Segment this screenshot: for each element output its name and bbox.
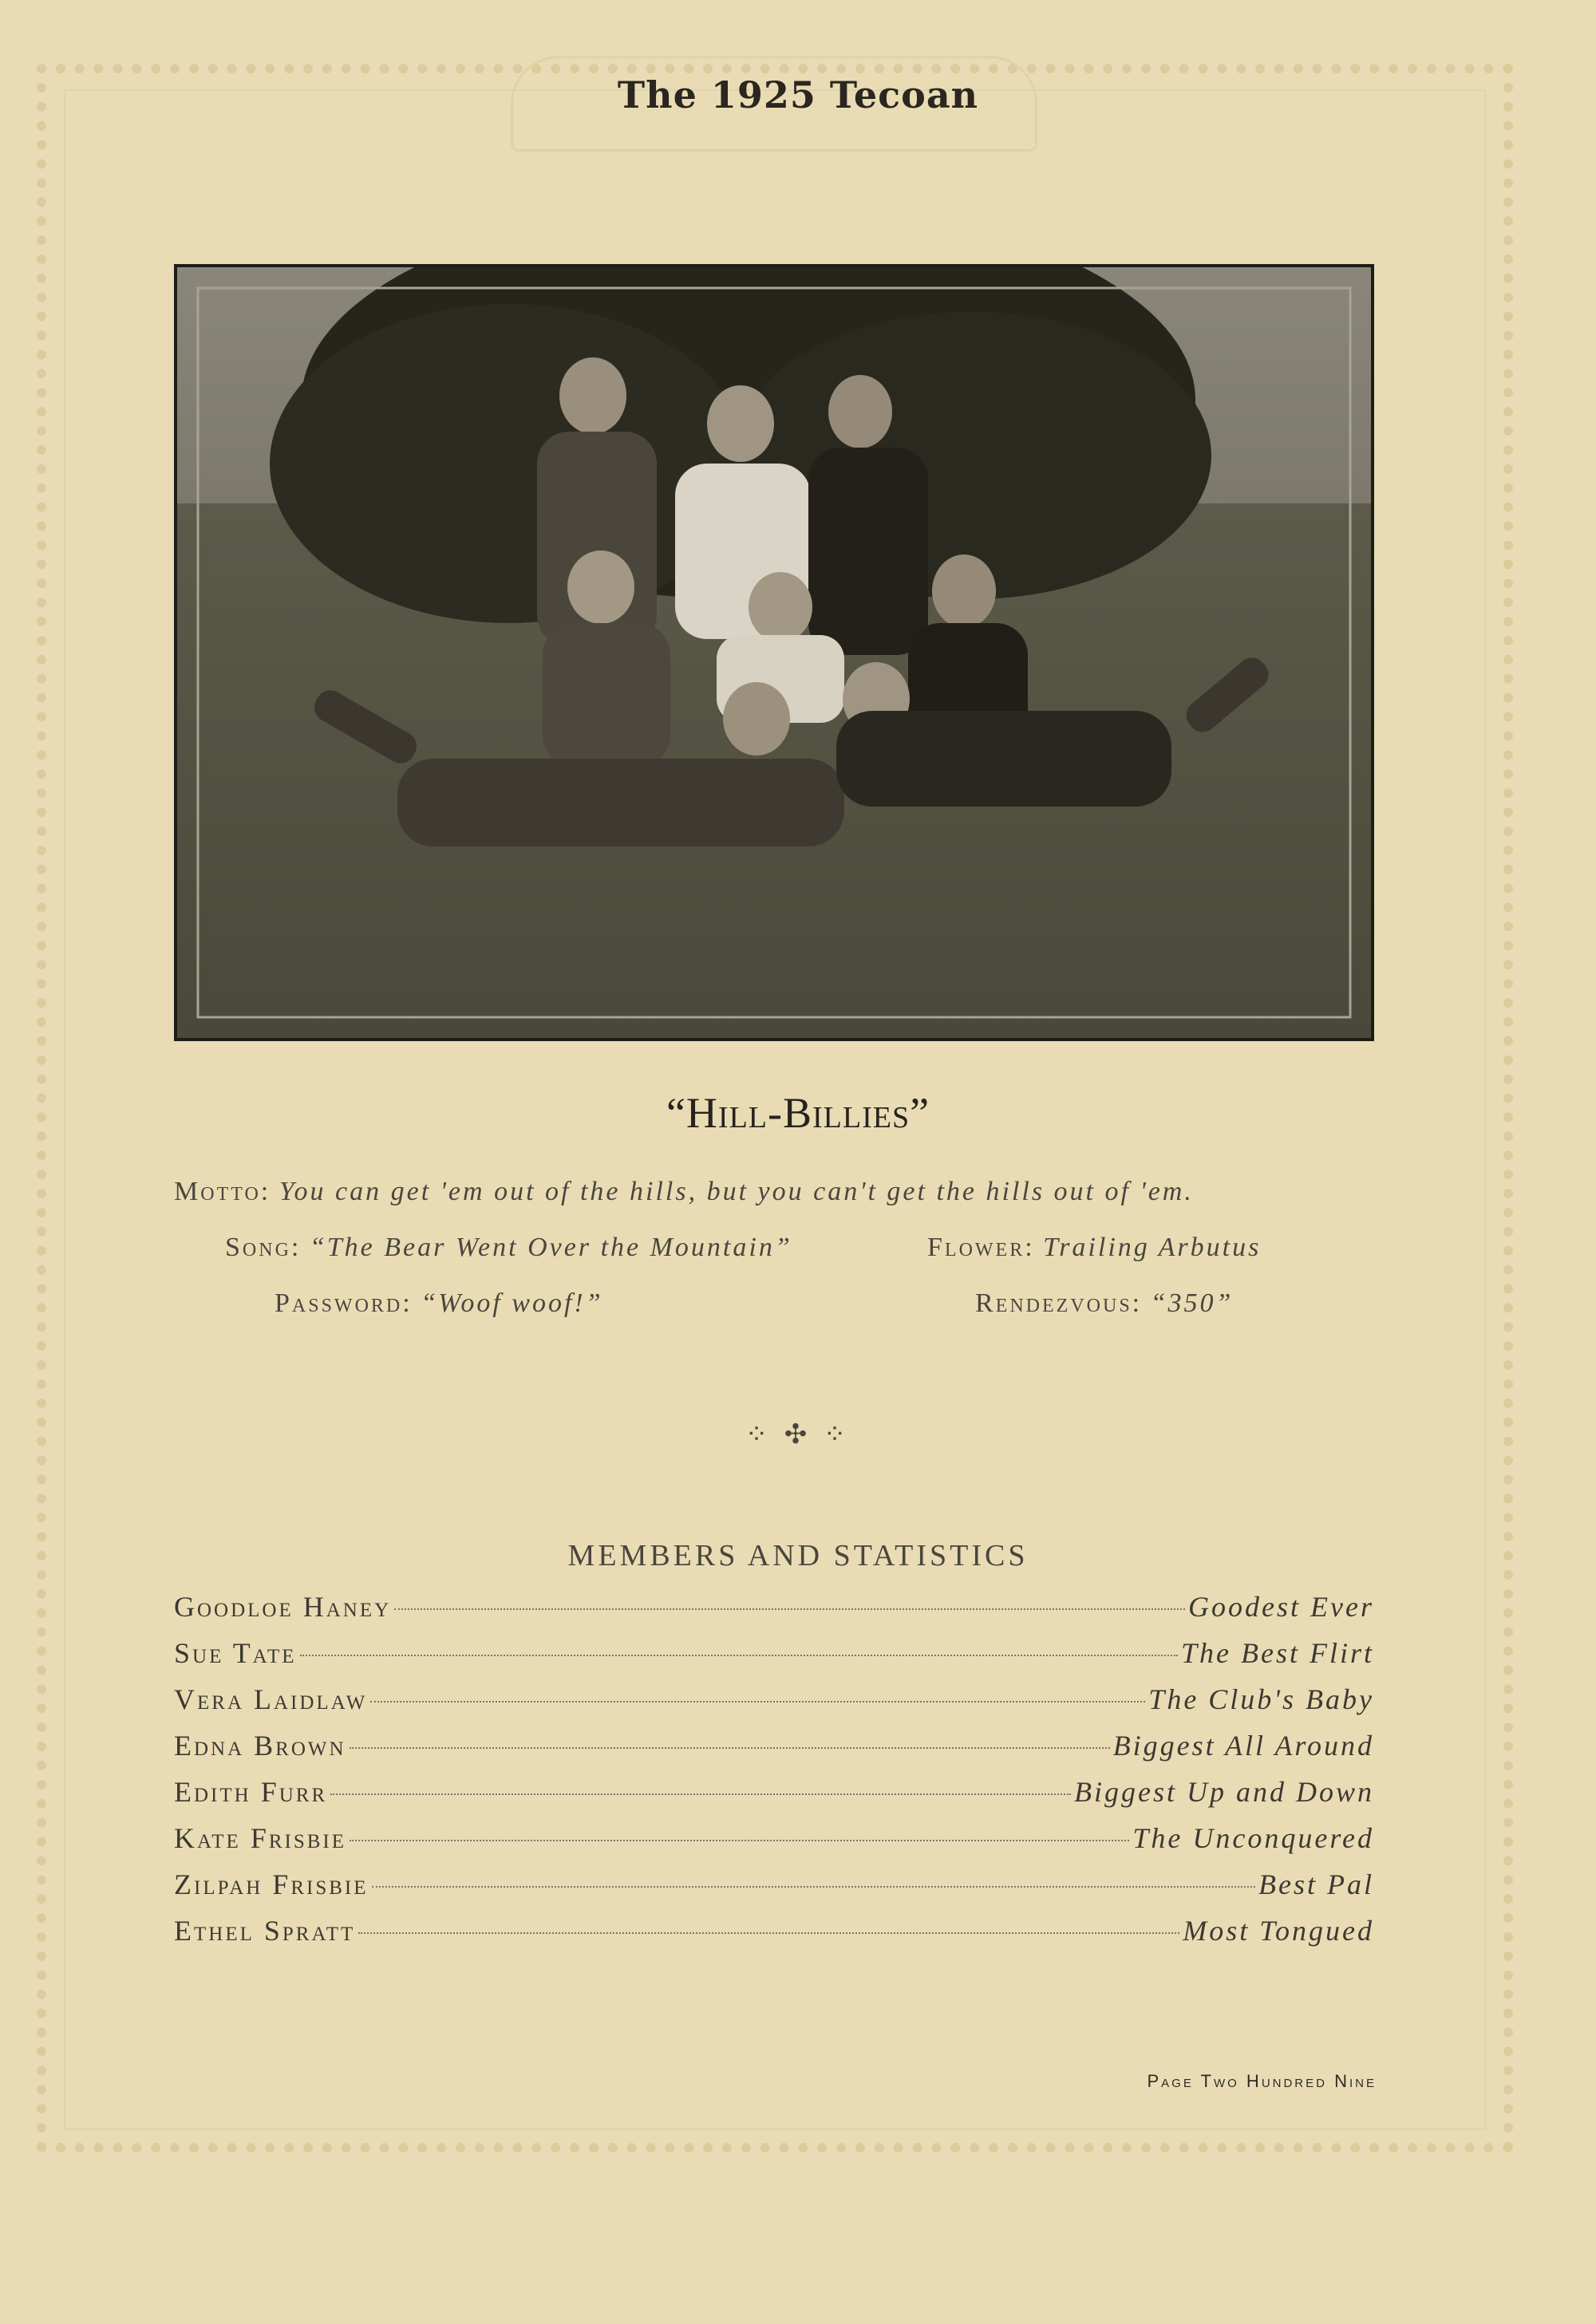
member-title: The Club's Baby <box>1148 1683 1374 1715</box>
member-row <box>174 1775 1374 1821</box>
club-name: “Hill-Billies” <box>666 1089 930 1137</box>
flower-line <box>927 1233 1261 1263</box>
member-title: Goodest Ever <box>1188 1591 1374 1623</box>
member-name: Zilpah Frisbie <box>174 1868 369 1900</box>
member-row <box>174 1821 1374 1868</box>
leader-dots <box>300 1655 1178 1656</box>
member-name: Sue Tate <box>174 1637 297 1669</box>
rendezvous-label: Rendezvous: <box>975 1288 1143 1318</box>
rendezvous-value: “350” <box>1150 1288 1234 1318</box>
leader-dots <box>358 1932 1179 1934</box>
password-label: Password: <box>275 1288 413 1318</box>
ornament-divider: ⁘ ✣ ⁘ <box>745 1420 851 1450</box>
member-row <box>174 1868 1374 1914</box>
flower-value: Trailing Arbutus <box>1043 1233 1262 1262</box>
song-line <box>225 1233 792 1263</box>
leader-dots <box>370 1701 1145 1703</box>
flower-label: Flower: <box>927 1233 1035 1262</box>
member-title: Biggest Up and Down <box>1074 1776 1374 1808</box>
leader-dots <box>330 1793 1071 1795</box>
member-row <box>174 1636 1374 1683</box>
member-name: Vera Laidlaw <box>174 1683 368 1715</box>
members-list <box>174 1590 1374 1960</box>
leader-dots <box>350 1840 1129 1841</box>
password-value: “Woof woof!” <box>421 1288 603 1318</box>
member-title: Best Pal <box>1258 1868 1374 1900</box>
song-value: “The Bear Went Over the Mountain” <box>309 1233 792 1262</box>
motto-line <box>174 1177 1194 1207</box>
member-name: Kate Frisbie <box>174 1822 347 1854</box>
page-number: Page Two Hundred Nine <box>1147 2071 1377 2091</box>
page-header-title: The 1925 Tecoan <box>617 73 979 116</box>
member-row <box>174 1914 1374 1960</box>
password-line <box>275 1288 603 1319</box>
group-photo <box>174 264 1374 1041</box>
member-row <box>174 1729 1374 1775</box>
leader-dots <box>350 1747 1110 1749</box>
rendezvous-line <box>975 1288 1233 1319</box>
member-title: Most Tongued <box>1183 1915 1374 1947</box>
member-name: Goodloe Haney <box>174 1591 392 1623</box>
motto-value: You can get 'em out of the hills, but you can't get the hills out of 'em. <box>279 1177 1194 1206</box>
motto-label: Motto: <box>174 1177 271 1206</box>
member-name: Edna Brown <box>174 1730 346 1762</box>
member-name: Edith Furr <box>174 1776 328 1808</box>
member-title: Biggest All Around <box>1112 1730 1374 1762</box>
member-row <box>174 1683 1374 1729</box>
member-row <box>174 1590 1374 1636</box>
member-title: The Best Flirt <box>1181 1637 1374 1669</box>
leader-dots <box>372 1886 1256 1888</box>
leader-dots <box>394 1608 1185 1610</box>
group-photo-icon <box>174 264 1374 1041</box>
members-section-title: MEMBERS AND STATISTICS <box>567 1539 1029 1572</box>
member-title: The Unconquered <box>1132 1822 1374 1854</box>
member-name: Ethel Spratt <box>174 1915 356 1947</box>
song-label: Song: <box>225 1233 302 1262</box>
